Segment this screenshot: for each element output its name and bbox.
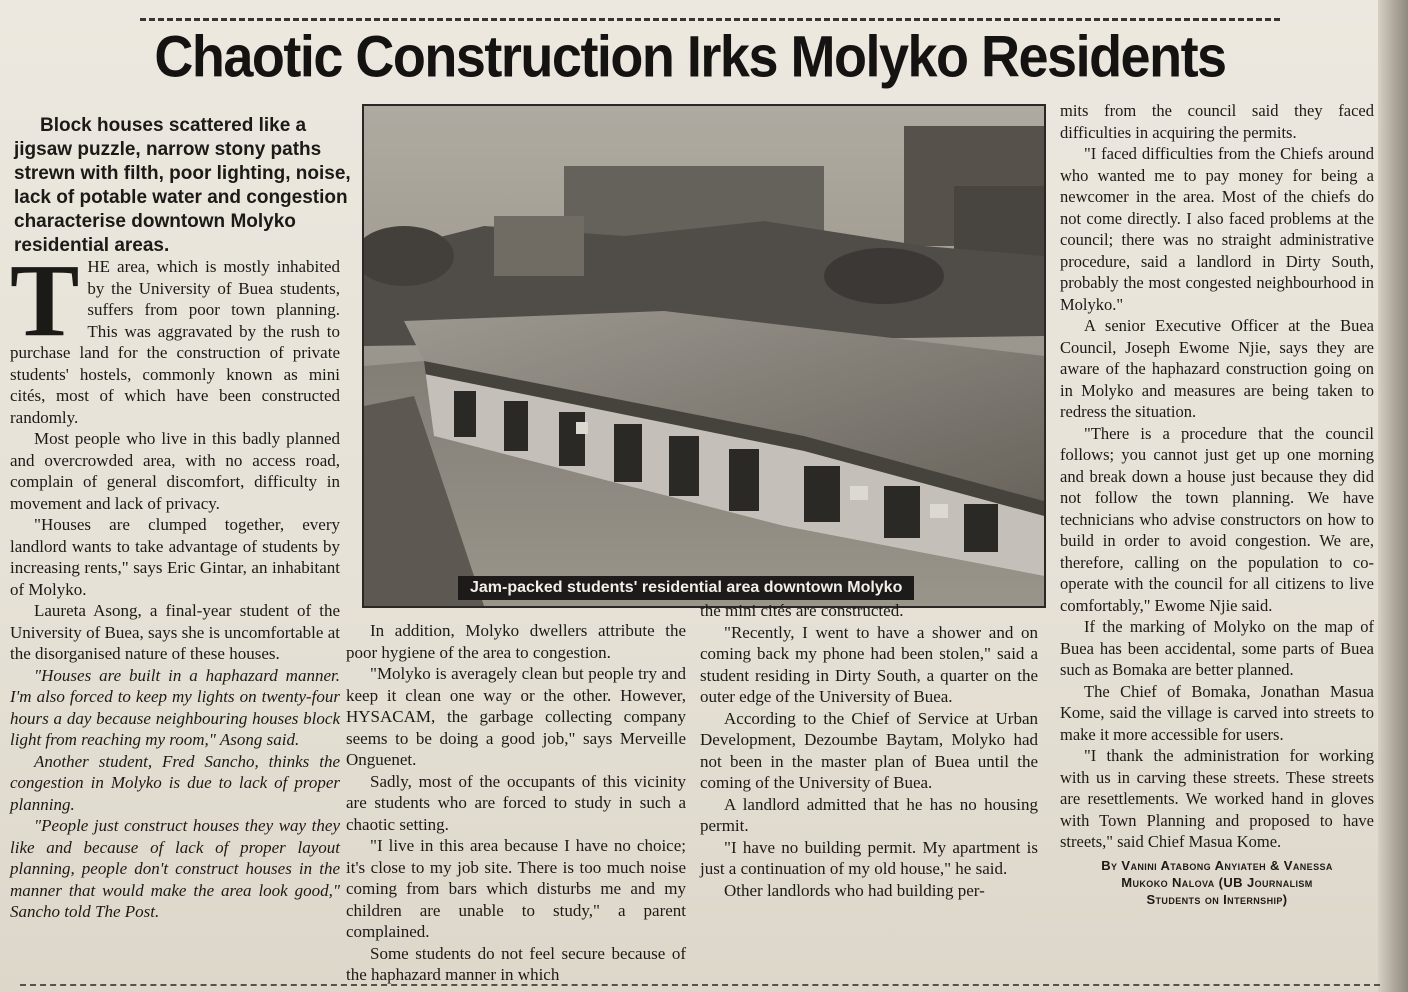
paragraph: "I thank the administration for working with us in carving these streets. These streets are resettlements. We worked hand in gloves with Town Planning and proposed to have streets," said Chief Masua Kome. xyxy=(1060,746,1374,851)
paragraph: "Molyko is averagely clean but people try and keep it clean one way or the other. However, HYSACAM, the garbage collecting company seems to be doing a good job," says Merveille Onguenet. xyxy=(346,664,686,769)
paragraph: A landlord admitted that he has no housing permit. xyxy=(700,794,1038,835)
paragraph: "Recently, I went to have a shower and on coming back my phone had been stolen," said a student residing in Dirty South, a quarter on the outer edge of the University of Buea. xyxy=(700,622,1038,706)
hostel-rooftops-image xyxy=(364,106,1044,606)
page-edge xyxy=(1378,0,1408,992)
paragraph: In addition, Molyko dwellers attribute the poor hygiene of the area to congestion. xyxy=(346,621,686,662)
bottom-rule xyxy=(20,984,1380,986)
paragraph: Sadly, most of the occupants of this vicinity are students who are forced to study in such a chaotic setting. xyxy=(346,771,686,834)
paragraph: THE area, which is mostly inhabited by the University of Buea students, suffers from poor town planning. This was aggravated by the rush to purchase land for the construction of private students' hostels, commonly known as mini cités, most of which have been constructed randomly. xyxy=(10,243,340,427)
paragraph: "There is a procedure that the council follows; you cannot just get up one morning and break down a house just because they did not follow the town planning. We have technicians who advise constructors on how to build in order to avoid congestion. We are, therefore, calling on the population to co-operate with the council for all citizens to live comfortably," Ewome Njie said. xyxy=(1060,423,1374,615)
paragraph: "People just construct houses they way they like and because of lack of proper layout planning, people don't construct houses in the manner that would make the area look good," Sancho told The Post. xyxy=(10,816,340,921)
paragraph: "I live in this area because I have no choice; it's close to my job site. There is too much noise coming from bars which disturbs me and my children are unable to study," a parent complained. xyxy=(346,836,686,941)
column-2 xyxy=(346,620,686,986)
paragraph: If the marking of Molyko on the map of Buea has been accidental, some parts of Buea such as Bomaka are better planned. xyxy=(1060,617,1374,679)
paragraph: Other landlords who had building per- xyxy=(724,880,985,900)
paragraph: the mini cités are constructed. xyxy=(700,601,904,620)
paragraph: Another student, Fred Sancho, thinks the congestion in Molyko is due to lack of proper planning. xyxy=(10,751,340,814)
headline: Chaotic Construction Irks Molyko Residents xyxy=(154,24,1226,90)
paragraph: A senior Executive Officer at the Buea Council, Joseph Ewome Njie, says they are aware of the haphazard construction going on in Molyko and measures are being taken to redress the situation. xyxy=(1060,316,1374,421)
paragraph: "I have no building permit. My apartment is just a continuation of my old house," he said. xyxy=(700,837,1038,878)
paragraph: Most people who live in this badly planned and overcrowded area, with no access road, complain of general discomfort, difficulty in movement and lack of privacy. xyxy=(10,429,340,513)
paragraph: "Houses are clumped together, every landlord wants to take advantage of students by increasing rents," says Eric Gintar, an inhabitant of Molyko. xyxy=(10,515,340,599)
paragraph: mits from the council said they faced difficulties in acquiring the permits. xyxy=(1060,101,1374,142)
deck-intro: Block houses scattered like a jigsaw puzzle, narrow stony paths strewn with filth, poor lighting, noise, lack of potable water and congestion characterise downtown Molyko residential areas. xyxy=(14,115,351,256)
article-photo xyxy=(362,104,1046,608)
byline-line: Students on Internship) xyxy=(1146,891,1288,907)
paragraph: Laureta Asong, a final-year student of the University of Buea, says she is uncomfortable at the disorganised nature of these houses. xyxy=(10,601,340,663)
top-rule xyxy=(140,18,1280,21)
paragraph: The Chief of Bomaka, Jonathan Masua Kome, said the village is carved into streets to make it more accessible for users. xyxy=(1060,681,1374,744)
byline-line: By Vanini Atabong Anyiateh & Vanessa xyxy=(1101,857,1333,873)
drop-cap: T xyxy=(10,243,80,358)
paragraph: Some students do not feel secure because of the haphazard manner in which xyxy=(346,943,686,984)
column-3 xyxy=(700,600,1038,901)
byline xyxy=(1060,857,1374,908)
byline-line: Mukoko Nalova (UB Journalism xyxy=(1121,874,1313,890)
photo-caption: Jam-packed students' residential area downtown Molyko xyxy=(458,576,914,600)
column-1 xyxy=(10,243,340,923)
paragraph: "Houses are built in a haphazard manner. I'm also forced to keep my lights on twenty-four hours a day because neighbouring houses block light from reaching my room," Asong said. xyxy=(10,665,340,749)
paragraph: According to the Chief of Service at Urban Development, Dezoumbe Baytam, Molyko had not been in the master plan of Buea until the coming of the University of Buea. xyxy=(700,708,1038,792)
paragraph: "I faced difficulties from the Chiefs around who wanted me to pay money for being a newcomer in the area. Most of the chiefs do not come directly. I also faced problems at the council; there was no straight administrative procedure, said a landlord in Dirty South, probably the most congested neighbourhood in Molyko." xyxy=(1060,144,1374,314)
column-4 xyxy=(1060,100,1374,908)
